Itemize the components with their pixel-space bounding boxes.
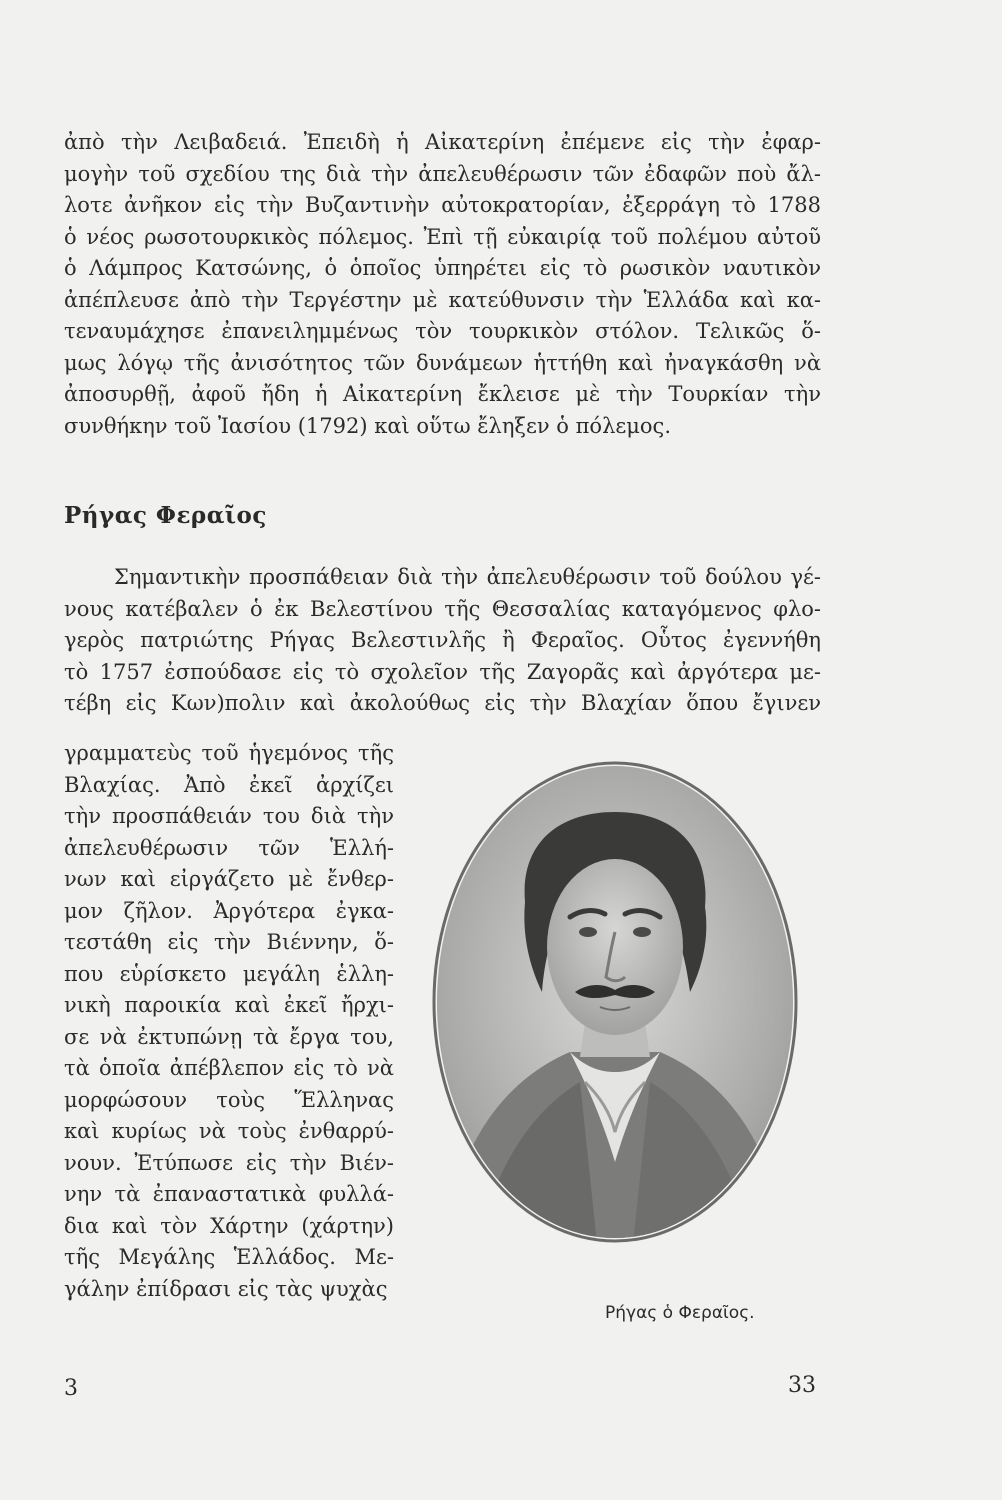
text-line: μον ζῆλον. Ἀργότερα ἐγκα- <box>64 898 394 923</box>
text-line: σε νὰ ἐκτυπώνῃ τὰ ἔργα του, <box>64 1024 394 1049</box>
text-line: μογὴν τοῦ σχεδίου της διὰ τὴν ἀπελευθέρωσιν τῶν ἐδαφῶν ποὺ ἄλ- <box>64 161 821 186</box>
page-number: 33 <box>788 1373 816 1398</box>
text-line: νους κατέβαλεν ὁ ἐκ Βελεστίνου τῆς Θεσσαλίας καταγόμενος φλο- <box>64 596 821 621</box>
text-line: καὶ κυρίως νὰ τοὺς ἐνθαρρύ- <box>64 1119 394 1143</box>
text-line: μορφώσουν τοὺς Ἕλληνας <box>64 1087 394 1112</box>
text-line: λοτε ἀνῆκον εἰς τὴν Βυζαντινὴν αὐτοκρατορίαν, ἐξερράγη τὸ 1788 <box>64 193 821 217</box>
text-line: τὴν προσπάθειάν του διὰ τὴν <box>64 804 394 828</box>
paragraph-katsonis <box>64 127 821 442</box>
text-line: τῆς Μεγάλης Ἑλλάδος. Με- <box>64 1245 394 1269</box>
text-line: γραμματεὺς τοῦ ἡγεμόνος τῆς <box>64 741 394 765</box>
text-line: ἀπέπλευσε ἀπὸ τὴν Τεργέστην μὲ κατεύθυνσιν τὴν Ἑλλάδα καὶ κα- <box>64 287 821 312</box>
text-line: που εὑρίσκετο μεγάλη ἑλλη- <box>64 961 394 986</box>
text-line: νικὴ παροικία καὶ ἐκεῖ ἤρχι- <box>64 993 394 1017</box>
text-line: ἀπὸ τὴν Λειβαδειά. Ἐπειδὴ ἡ Αἰκατερίνη ἐπέμενε εἰς τὴν ἐφαρ- <box>64 130 821 154</box>
text-line: ἀποσυρθῇ, ἀφοῦ ἤδη ἡ Αἰκατερίνη ἔκλεισε μὲ τὴν Τουρκίαν τὴν <box>64 382 821 406</box>
text-line: τέβη εἰς Κων)πολιν καὶ ἀκολούθως εἰς τὴν Βλαχίαν ὅπου ἔγινεν <box>64 691 821 715</box>
text-line: ὁ νέος ρωσοτουρκικὸς πόλεμος. Ἐπὶ τῇ εὐκαιρίᾳ τοῦ πολέμου αὐτοῦ <box>64 224 821 249</box>
text-line: γάλην ἐπίδρασι εἰς τὰς ψυχὰς <box>64 1276 388 1301</box>
text-line: τὸ 1757 ἐσπούδασε εἰς τὸ σχολεῖον τῆς Ζαγορᾶς καὶ ἀργότερα με- <box>64 659 821 684</box>
text-line: γερὸς πατριώτης Ρήγας Βελεστινλῆς ἢ Φεραῖος. Οὗτος ἐγεννήθη <box>64 628 821 652</box>
text-line: τεστάθη εἰς τὴν Βιέννην, ὅ- <box>64 930 394 954</box>
text-line: νων καὶ εἰργάζετο μὲ ἔνθερ- <box>64 867 394 891</box>
text-line: νην τὰ ἐπαναστατικὰ φυλλά- <box>64 1182 394 1206</box>
text-line: τὰ ὁποῖα ἀπέβλεπον εἰς τὸ νὰ <box>64 1056 394 1080</box>
text-line: ὁ Λάμπρος Κατσώνης, ὁ ὁποῖος ὑπηρέτει εἰς τὸ ρωσικὸν ναυτικὸν <box>64 256 821 280</box>
text-line: δια καὶ τὸν Χάρτην (χάρτην) <box>64 1213 394 1238</box>
text-line: μως λόγῳ τῆς ἀνισότητος τῶν δυνάμεων ἡττήθη καὶ ἠναγκάσθη νὰ <box>64 350 821 375</box>
text-line: ἀπελευθέρωσιν τῶν Ἑλλή- <box>64 835 394 860</box>
section-heading: Ρήγας Φεραῖος <box>64 502 267 529</box>
text-line: Βλαχίας. Ἀπὸ ἐκεῖ ἀρχίζει <box>64 772 394 797</box>
text-line: συνθήκην τοῦ Ἰασίου (1792) καὶ οὕτω ἔληξεν ὁ πόλεμος. <box>64 413 671 438</box>
text-line: τεναυμάχησε ἐπανειλημμένως τὸν τουρκικὸν στόλον. Τελικῶς ὅ- <box>64 319 821 343</box>
paragraph-rigas-vienna <box>64 738 394 1305</box>
signature-mark: 3 <box>64 1376 78 1401</box>
portrait-caption: Ρήγας ὁ Φεραῖος. <box>605 1303 755 1323</box>
portrait-image <box>410 752 816 1272</box>
paragraph-rigas-intro <box>64 562 821 720</box>
text-line: νουν. Ἐτύπωσε εἰς τὴν Βιέν- <box>64 1150 394 1175</box>
text-line: Σημαντικὴν προσπάθειαν διὰ τὴν ἀπελευθέρωσιν τοῦ δούλου γέ- <box>114 565 821 589</box>
